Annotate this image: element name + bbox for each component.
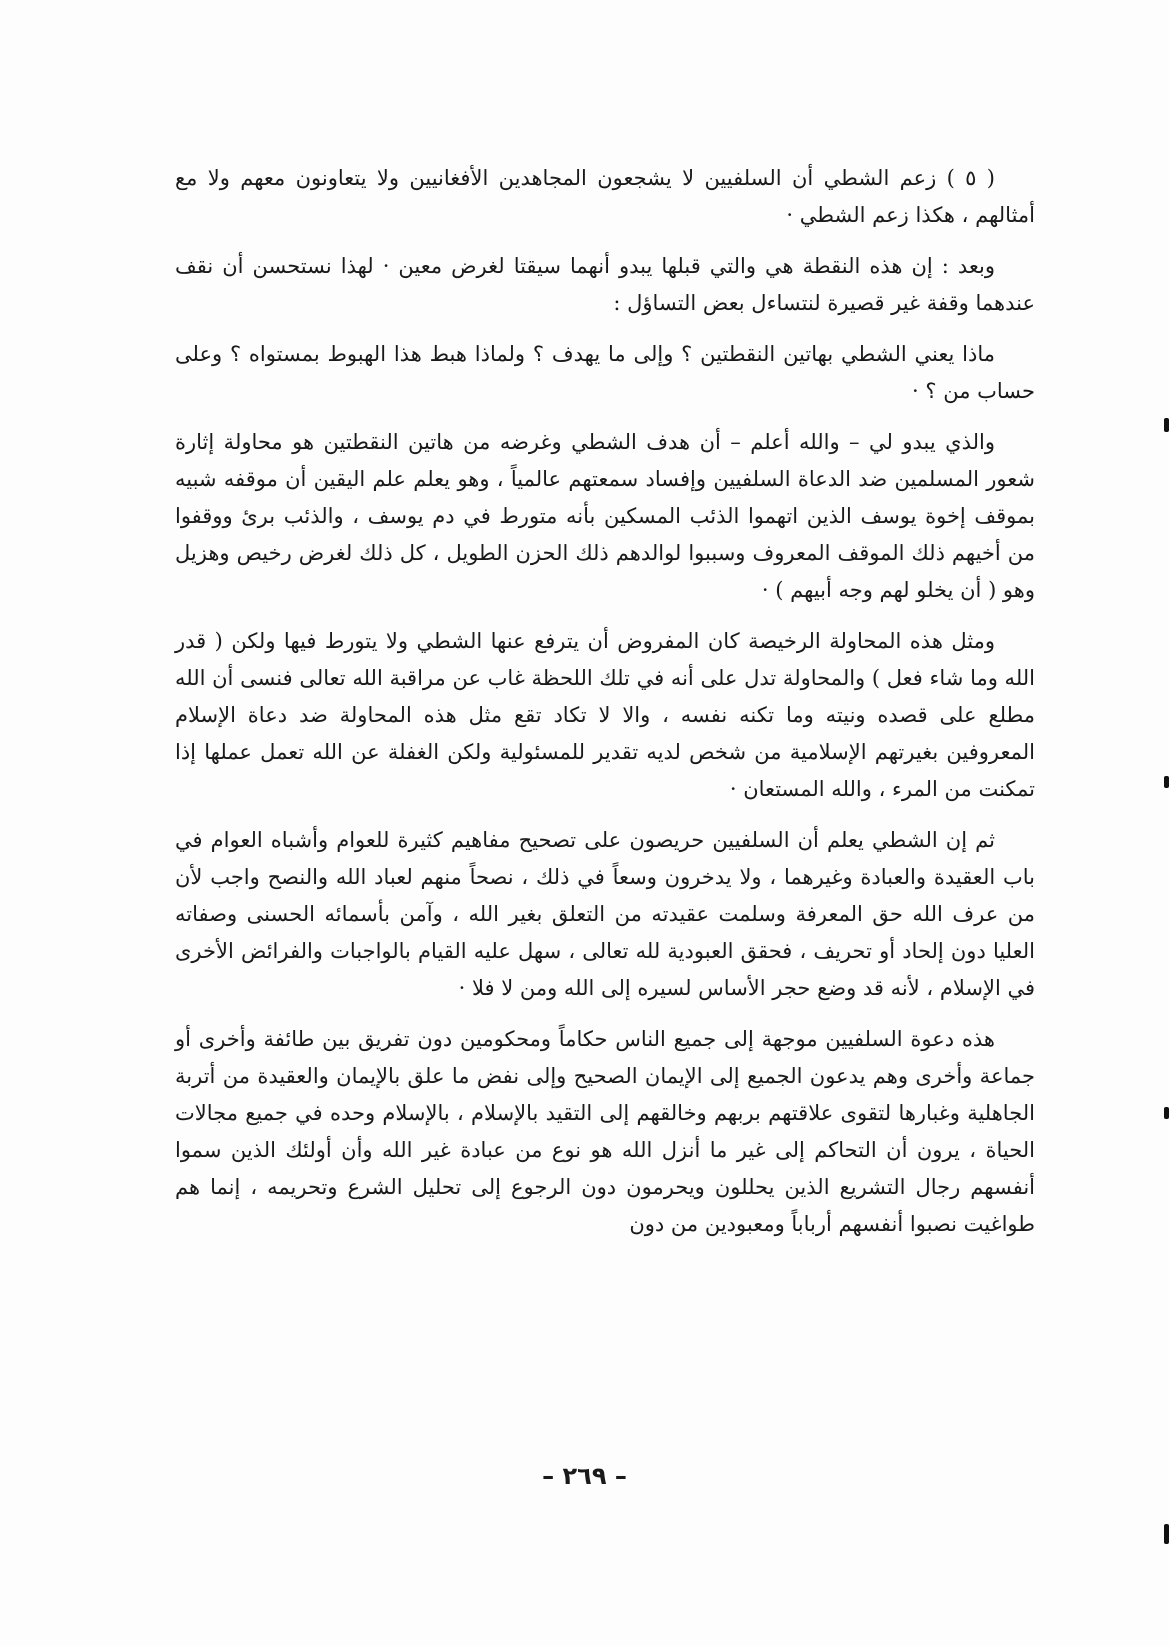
scan-edge-mark <box>1164 418 1169 432</box>
paragraph-4: والذي يبدو لي – والله أعلم – أن هدف الشطي وغرضه من هاتين النقطتين هو محاولة إثارة شعور المسلمين ضد الدعاة السلفيين وإفساد سمعتهم عالمياً ، وهو يعلم علم اليقين أن موقفه شبيه بموقف إخوة يوسف الذين اتهموا الذئب المسكين بأنه متورط في دم يوسف ، والذئب برئ ووقفوا من أخيهم ذلك الموقف المعروف وسببوا لوالدهم ذلك الحزن الطويل ، كل ذلك لغرض رخيص وهزيل وهو ( أن يخلو لهم وجه أبيهم ) · <box>175 430 1035 602</box>
paragraph-5: ومثل هذه المحاولة الرخيصة كان المفروض أن يترفع عنها الشطي ولا يتورط فيها ولكن ( قدر الله وما شاء فعل ) والمحاولة تدل على أنه في تلك اللحظة غاب عن مراقبة الله تعالى فنسى أن الله مطلع على قصده ونيته وما تكنه نفسه ، والا لا تكاد تقع مثل هذه المحاولة ضد دعاة الإسلام المعروفين بغيرتهم الإسلامية من شخص لديه تقدير للمسئولية ولكن الغفلة عن الله تعمل عملها إذا تمكنت من المرء ، والله المستعان · <box>175 629 1035 801</box>
page-number: – ٢٦٩ – <box>542 1462 627 1490</box>
paragraph-6: ثم إن الشطي يعلم أن السلفيين حريصون على تصحيح مفاهيم كثيرة للعوام وأشباه العوام في باب العقيدة والعبادة وغيرهما ، ولا يدخرون وسعاً في ذلك ، نصحاً منهم لعباد الله والنصح واجب لأن من عرف الله حق المعرفة وسلمت عقيدته من التعلق بغير الله ، وآمن بأسمائه الحسنى وصفاته العليا دون إلحاد أو تحريف ، فحقق العبودية لله تعالى ، سهل عليه القيام بالواجبات والفرائض الأخرى في الإسلام ، لأنه قد وضع حجر الأساس لسيره إلى الله ومن لا فلا · <box>175 828 1035 1000</box>
paragraph-7: هذه دعوة السلفيين موجهة إلى جميع الناس حكاماً ومحكومين دون تفريق بين طائفة وأخرى أو جماعة وأخرى وهم يدعون الجميع إلى الإيمان الصحيح وإلى نفض ما علق بالإيمان والعقيدة من أتربة الجاهلية وغبارها لتقوى علاقتهم بربهم وخالقهم إلى التقيد بالإسلام ، بالإسلام وحده في جميع مجالات الحياة ، يرون أن التحاكم إلى غير ما أنزل الله هو نوع من عبادة غير الله وأن أولئك الذين سموا أنفسهم رجال التشريع الذين يحللون ويحرمون دون الرجوع إلى تحليل الشرع وتحريمه ، إنما هم طواغيت نصبوا أنفسهم أرباباً ومعبودين من دون <box>175 1027 1035 1236</box>
paragraph-2: وبعد : إن هذه النقطة هي والتي قبلها يبدو أنهما سيقتا لغرض معين · لهذا نستحسن أن نقف عندهما وقفة غير قصيرة لنتساءل بعض التساؤل : <box>175 254 1035 315</box>
paragraph-1: ( ٥ ) زعم الشطي أن السلفيين لا يشجعون المجاهدين الأفغانيين ولا يتعاونون معهم ولا مع أمثالهم ، هكذا زعم الشطي · <box>175 166 1035 227</box>
page-body <box>175 160 1035 1257</box>
paragraph-3: ماذا يعني الشطي بهاتين النقطتين ؟ وإلى ما يهدف ؟ ولماذا هبط هذا الهبوط بمستواه ؟ وعلى حساب من ؟ · <box>175 342 1035 403</box>
scan-edge-mark <box>1164 1524 1169 1544</box>
scan-edge-mark <box>1164 1107 1169 1119</box>
scan-edge-mark <box>1164 776 1169 788</box>
